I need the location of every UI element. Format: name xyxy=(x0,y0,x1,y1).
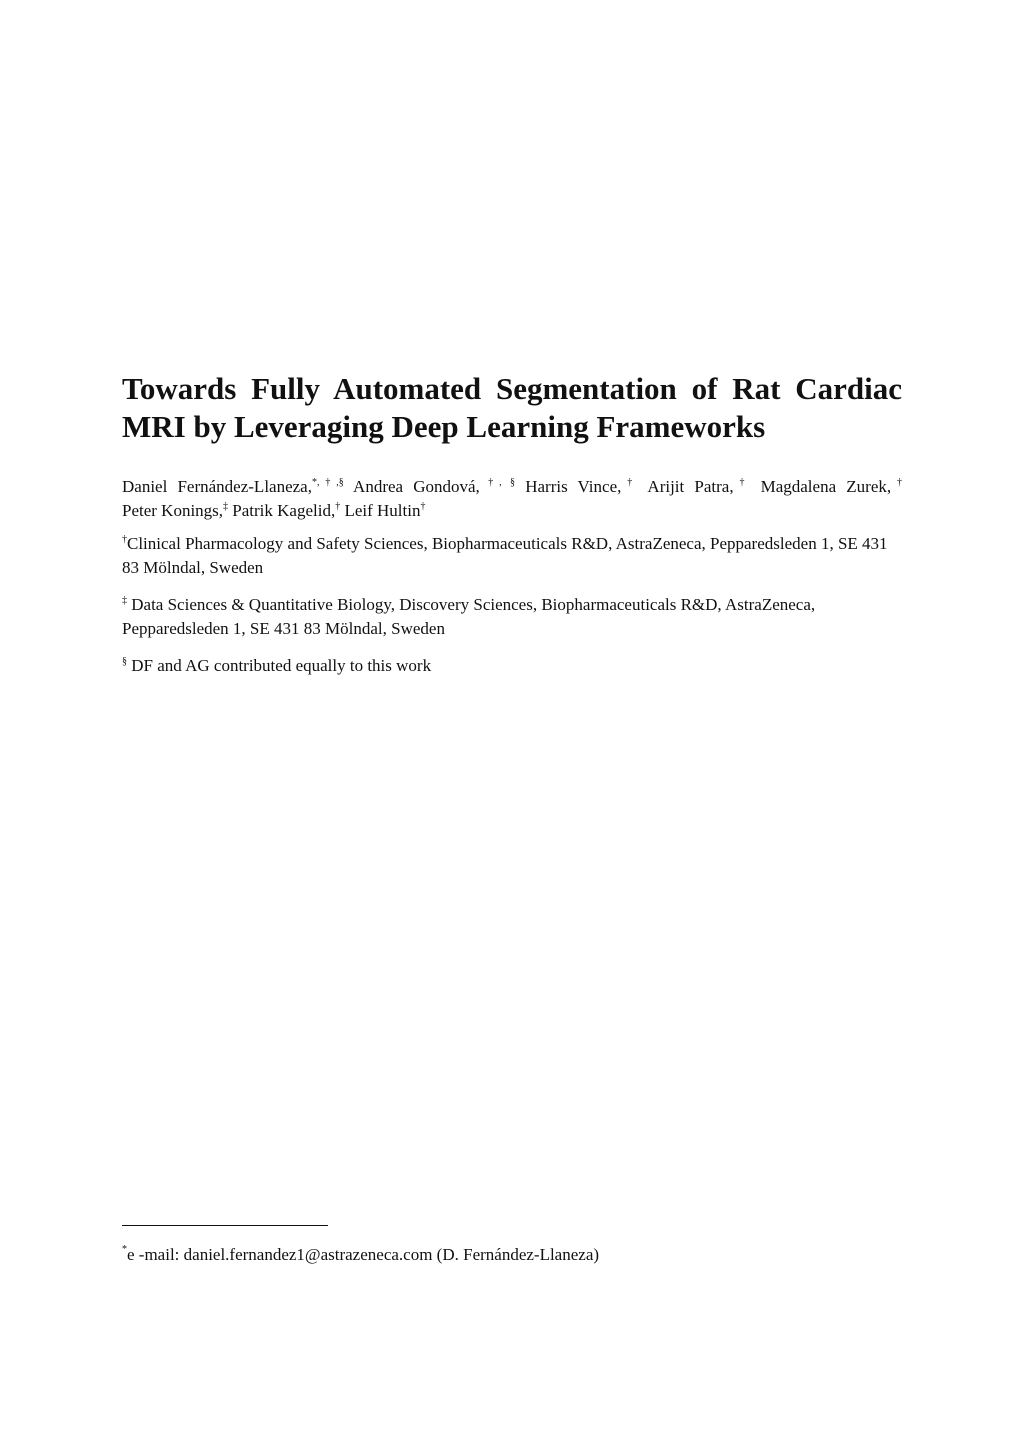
author-list-row-2 xyxy=(122,499,902,523)
paper-title xyxy=(122,370,902,446)
author-name: Peter Konings, xyxy=(122,501,224,520)
affiliation-data-sciences xyxy=(122,593,902,641)
author-affiliation-marks: ‡ xyxy=(223,501,229,512)
footnote-mark: * xyxy=(122,1244,127,1255)
author-affiliation-marks: †, § xyxy=(479,477,516,488)
author-affiliation-marks: *,†,§ xyxy=(311,477,344,488)
paper-title-line-2: MRI by Leveraging Deep Learning Frameworks xyxy=(122,409,766,444)
author-name: Patrik Kagelid, xyxy=(228,501,336,520)
author-affiliation-marks: † xyxy=(621,477,639,488)
affiliation-text: Clinical Pharmacology and Safety Sciences, Biopharmaceuticals R&D, AstraZeneca, Pepparedsleden 1, SE 431 83 Mölndal, Sweden xyxy=(122,534,888,577)
equal-contribution-note xyxy=(122,654,902,678)
author-list-row-1 xyxy=(122,475,902,499)
footnote-separator xyxy=(122,1225,328,1226)
footnote-email-text: e -mail: daniel.fernandez1@astrazeneca.com (D. Fernández-Llaneza) xyxy=(127,1245,600,1264)
affiliation-text: DF and AG contributed equally to this work xyxy=(127,656,432,675)
author-name: Magdalena Zurek, xyxy=(750,477,892,496)
author-name: Daniel Fernández-Llaneza, xyxy=(122,477,312,496)
affiliation-text: Data Sciences & Quantitative Biology, Discovery Sciences, Biopharmaceuticals R&D, AstraZeneca, Pepparedsleden 1, SE 431 83 Mölndal, Sweden xyxy=(122,595,816,638)
author-name: Arijit Patra, xyxy=(638,477,734,496)
author-affiliation-marks: † xyxy=(733,477,751,488)
author-name: Leif Hultin xyxy=(340,501,421,520)
author-affiliation-marks: † xyxy=(335,501,341,512)
author-name: Harris Vince, xyxy=(515,477,622,496)
author-affiliation-marks: † xyxy=(420,501,426,512)
corresponding-author-footnote xyxy=(122,1243,902,1267)
paper-title-line-1: Towards Fully Automated Segmentation of Rat Cardiac xyxy=(122,371,902,406)
author-list xyxy=(122,475,902,523)
affiliation-mark: § xyxy=(122,656,127,667)
affiliation-mark: † xyxy=(122,534,127,545)
affiliation-clinical-pharmacology xyxy=(122,532,902,580)
author-affiliation-marks: † xyxy=(891,477,903,488)
affiliation-mark: ‡ xyxy=(122,595,127,606)
author-name: Andrea Gondová, xyxy=(343,477,480,496)
